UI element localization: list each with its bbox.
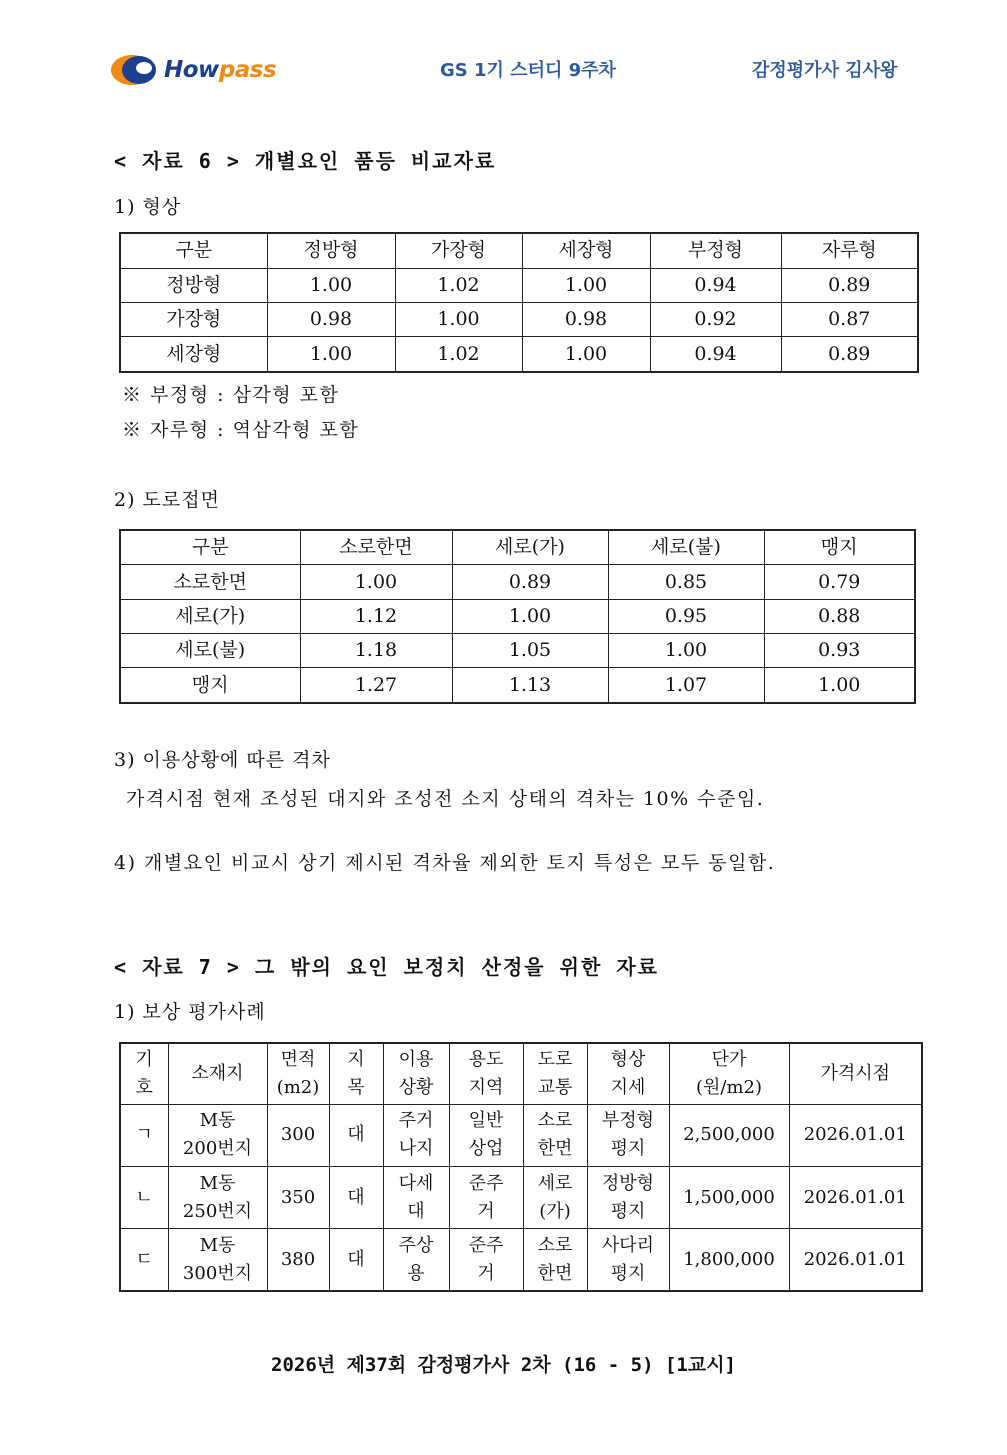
cell-line: 상황 (398, 1076, 434, 1098)
table-cell (789, 1229, 922, 1291)
table-cell (789, 1104, 922, 1166)
cell-line: 정방형 (601, 1172, 655, 1194)
table-cell: 1.00 (300, 565, 452, 599)
cell-line: 소로 (537, 1110, 573, 1132)
table-cell: 0.98 (267, 302, 395, 336)
shape-table (119, 232, 919, 373)
section7-heading: 1) 보상 평가사례 (114, 1001, 266, 1023)
cell-line: M동 (199, 1172, 236, 1194)
table-cell: 0.79 (764, 565, 915, 599)
table-header-cell: 맹지 (764, 530, 915, 565)
cell-line: (가) (539, 1200, 571, 1222)
table-header-row (120, 530, 915, 565)
table-header-cell: 구분 (120, 233, 267, 268)
cell-line: 350 (280, 1186, 316, 1208)
table-cell (120, 1104, 168, 1166)
table-row (120, 668, 915, 703)
table-cell: 1.07 (608, 668, 764, 703)
table-cell: 소로한면 (120, 565, 300, 599)
cell-line: 거 (477, 1200, 495, 1222)
table-cell: 0.94 (650, 268, 781, 302)
table-cell (383, 1229, 449, 1291)
table-cell: 1.00 (452, 599, 608, 633)
cell-line: 380 (280, 1248, 316, 1270)
table-cell: 1.00 (522, 337, 650, 372)
table-row (120, 634, 915, 668)
table-cell: 0.89 (781, 268, 918, 302)
cell-line: 거 (477, 1262, 495, 1284)
table-header-cell (383, 1043, 449, 1104)
table-row (120, 302, 918, 336)
cell-line: 가격시점 (820, 1062, 891, 1084)
cell-line: 이용 (398, 1048, 434, 1070)
cell-line: 대 (347, 1124, 365, 1146)
cell-line: 대 (347, 1248, 365, 1270)
cell-line: M동 (199, 1234, 236, 1256)
table-cell: 1.13 (452, 668, 608, 703)
table-cell (523, 1104, 587, 1166)
item4-text: 4) 개별요인 비교시 상기 제시된 격차율 제외한 토지 특성은 모두 동일함. (114, 852, 776, 874)
cell-line: (m2) (276, 1076, 320, 1098)
table-header-cell (449, 1043, 523, 1104)
cell-line: 소로 (537, 1234, 573, 1256)
cell-line: 2026.01.01 (803, 1186, 907, 1208)
table-header-cell (168, 1043, 267, 1104)
table-cell: 0.93 (764, 634, 915, 668)
table-header-cell (267, 1043, 329, 1104)
usage-text: 가격시점 현재 조성된 대지와 조성전 소지 상태의 격차는 10% 수준임. (126, 788, 765, 810)
table-row (120, 337, 918, 372)
logo-mark-icon (110, 53, 160, 87)
table-header-cell (789, 1043, 922, 1104)
table-cell: 세장형 (120, 337, 267, 372)
page-footer: 2026년 제37회 감정평가사 2차 (16 - 5) [1교시] (271, 1354, 736, 1376)
table-row (120, 1229, 922, 1291)
cell-line: 준주 (468, 1234, 504, 1256)
table-cell: 세로(불) (120, 634, 300, 668)
cell-line: 용도 (468, 1048, 504, 1070)
cell-line: 기 (135, 1048, 153, 1070)
table-cell (267, 1166, 329, 1228)
table-cell (168, 1104, 267, 1166)
cell-line: 용 (407, 1262, 425, 1284)
table-cell: 1.00 (522, 268, 650, 302)
table-cell: 맹지 (120, 668, 300, 703)
table-cell (120, 1166, 168, 1228)
table-cell: 1.05 (452, 634, 608, 668)
table-cell (383, 1104, 449, 1166)
table-row (120, 599, 915, 633)
table-row (120, 1104, 922, 1166)
table-cell (329, 1104, 383, 1166)
road-table (119, 529, 916, 704)
table-cell: 1.00 (395, 302, 522, 336)
cell-line: 다세 (398, 1172, 434, 1194)
table-header-row (120, 1043, 922, 1104)
page-header (0, 0, 1007, 110)
table-cell (267, 1104, 329, 1166)
cell-line: 300번지 (182, 1262, 253, 1284)
cell-line: 형상 (610, 1048, 646, 1070)
shape-heading: 1) 형상 (114, 196, 182, 218)
table-cell: 0.95 (608, 599, 764, 633)
cell-line: 교통 (537, 1076, 573, 1098)
table-cell (587, 1104, 669, 1166)
table-cell: 1.02 (395, 268, 522, 302)
cell-line: 사다리 (601, 1234, 655, 1256)
cell-line: 부정형 (601, 1110, 655, 1132)
table-header-cell: 부정형 (650, 233, 781, 268)
cell-line: 면적 (280, 1048, 316, 1070)
table-cell: 0.87 (781, 302, 918, 336)
cell-line: 도로 (537, 1048, 573, 1070)
table-cell: 1.18 (300, 634, 452, 668)
table-cell (449, 1229, 523, 1291)
cell-line: 대 (347, 1186, 365, 1208)
section7-title: < 자료 7 > 그 밖의 요인 보정치 산정을 위한 자료 (114, 955, 659, 979)
cell-line: 1,500,000 (683, 1186, 775, 1208)
cell-line: 상업 (468, 1138, 504, 1160)
cell-line: 200번지 (182, 1138, 253, 1160)
cell-line: 2,500,000 (683, 1124, 775, 1146)
table-cell: 0.94 (650, 337, 781, 372)
table-cell: 0.88 (764, 599, 915, 633)
table-cell: 0.89 (781, 337, 918, 372)
table-cell (669, 1229, 789, 1291)
table-cell: 정방형 (120, 268, 267, 302)
cell-line: 한면 (537, 1262, 573, 1284)
cell-line: 1,800,000 (683, 1248, 775, 1270)
table-cell (523, 1166, 587, 1228)
table-header-cell (587, 1043, 669, 1104)
table-cell: 1.02 (395, 337, 522, 372)
table-cell: 세로(가) (120, 599, 300, 633)
table-header-cell: 세장형 (522, 233, 650, 268)
table-cell: 1.00 (608, 634, 764, 668)
cell-line: 평지 (610, 1138, 646, 1160)
table-row (120, 268, 918, 302)
table-cell (523, 1229, 587, 1291)
table-cell (449, 1104, 523, 1166)
table-cell (120, 1229, 168, 1291)
table-cell: 가장형 (120, 302, 267, 336)
table-header-cell: 자루형 (781, 233, 918, 268)
table-cell (587, 1166, 669, 1228)
cell-line: 주상 (398, 1234, 434, 1256)
howpass-logo (110, 50, 310, 90)
cell-line: 2026.01.01 (803, 1124, 907, 1146)
table-cell: 1.00 (764, 668, 915, 703)
shape-note: ※ 부정형 : 삼각형 포함 (122, 384, 340, 406)
table-cell: 0.85 (608, 565, 764, 599)
logo-text: Howpass (164, 57, 277, 83)
road-heading: 2) 도로접면 (114, 489, 220, 511)
table-header-row (120, 233, 918, 268)
table-header-cell: 구분 (120, 530, 300, 565)
table-cell (329, 1166, 383, 1228)
cell-line: 평지 (610, 1262, 646, 1284)
table-cell (168, 1166, 267, 1228)
table-header-cell: 가장형 (395, 233, 522, 268)
table-header-cell (120, 1043, 168, 1104)
table-cell: 1.27 (300, 668, 452, 703)
cell-line: 대 (407, 1200, 425, 1222)
table-cell (669, 1104, 789, 1166)
cell-line: ㄱ (135, 1124, 153, 1146)
header-center-title: GS 1기 스터디 9주차 (440, 60, 616, 81)
cell-line: 지 (347, 1048, 365, 1070)
cell-line: 지역 (468, 1076, 504, 1098)
table-cell (168, 1229, 267, 1291)
table-cell: 1.00 (267, 268, 395, 302)
cell-line: 주거 (398, 1110, 434, 1132)
cell-line: 소재지 (191, 1062, 244, 1084)
cell-line: 세로 (537, 1172, 573, 1194)
table-cell: 1.12 (300, 599, 452, 633)
cell-line: 2026.01.01 (803, 1248, 907, 1270)
cell-line: 호 (135, 1076, 153, 1098)
table-cell: 0.89 (452, 565, 608, 599)
table-cell (587, 1229, 669, 1291)
table-cell (669, 1166, 789, 1228)
compensation-case-table (119, 1042, 923, 1292)
cell-line: 300 (280, 1124, 316, 1146)
table-cell (789, 1166, 922, 1228)
cell-line: (원/m2) (695, 1076, 763, 1098)
header-author: 감정평가사 김사왕 (752, 60, 898, 81)
table-cell: 1.00 (267, 337, 395, 372)
table-header-cell (523, 1043, 587, 1104)
cell-line: 지세 (610, 1076, 646, 1098)
table-cell: 0.98 (522, 302, 650, 336)
table-cell (267, 1229, 329, 1291)
table-cell (329, 1229, 383, 1291)
shape-note: ※ 자루형 : 역삼각형 포함 (122, 419, 360, 441)
table-cell (383, 1166, 449, 1228)
table-header-cell: 세로(가) (452, 530, 608, 565)
table-header-cell: 소로한면 (300, 530, 452, 565)
cell-line: 평지 (610, 1200, 646, 1222)
cell-line: 단가 (711, 1048, 747, 1070)
table-header-cell (329, 1043, 383, 1104)
usage-heading: 3) 이용상황에 따른 격차 (114, 749, 331, 771)
table-row (120, 1166, 922, 1228)
cell-line: ㄴ (135, 1186, 153, 1208)
table-row (120, 565, 915, 599)
table-cell: 0.92 (650, 302, 781, 336)
table-header-cell (669, 1043, 789, 1104)
cell-line: ㄷ (135, 1248, 153, 1270)
cell-line: 목 (347, 1076, 365, 1098)
table-cell (449, 1166, 523, 1228)
cell-line: 나지 (398, 1138, 434, 1160)
cell-line: 준주 (468, 1172, 504, 1194)
section6-title: < 자료 6 > 개별요인 품등 비교자료 (114, 149, 497, 173)
table-header-cell: 정방형 (267, 233, 395, 268)
cell-line: 한면 (537, 1138, 573, 1160)
table-header-cell: 세로(불) (608, 530, 764, 565)
cell-line: 일반 (468, 1110, 504, 1132)
cell-line: 250번지 (182, 1200, 253, 1222)
cell-line: M동 (199, 1110, 236, 1132)
